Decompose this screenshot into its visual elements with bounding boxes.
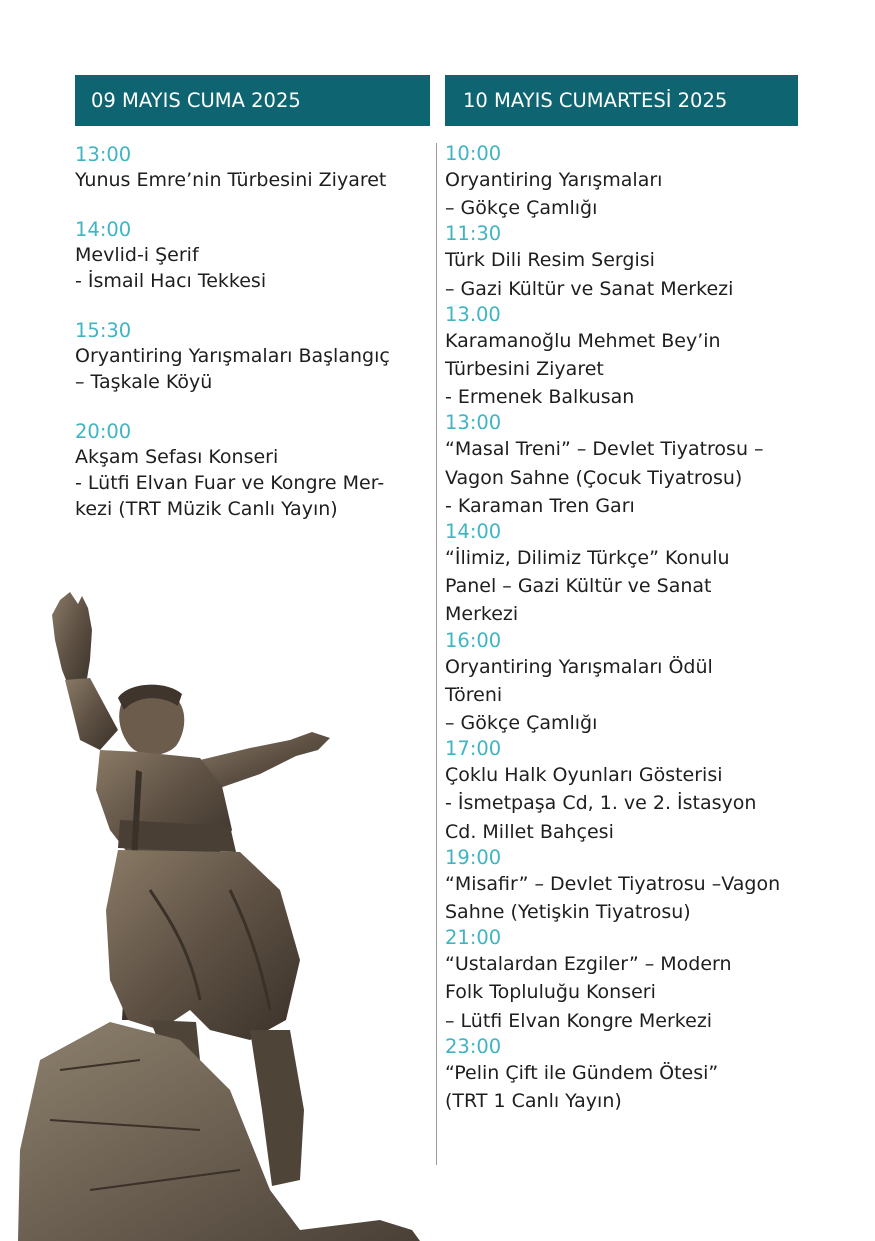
event-description-line: - Karaman Tren Garı [445, 494, 635, 517]
event-time: 13:00 [445, 411, 502, 435]
schedule-event [445, 846, 805, 926]
statue-image [0, 590, 420, 1241]
saturday-schedule [445, 142, 805, 1115]
schedule-event [75, 420, 425, 522]
event-description-line: - İsmail Hacı Tekkesi [75, 270, 267, 292]
event-description-line: “Pelin Çift ile Gündem Ötesi” [445, 1061, 719, 1084]
event-description-line: Türbesini Ziyaret [445, 358, 604, 381]
schedule-event [75, 218, 425, 294]
event-description-line: Merkezi [445, 603, 519, 626]
event-description-line: “İlimiz, Dilimiz Türkçe” Konulu [445, 547, 730, 570]
schedule-event [445, 411, 805, 520]
schedule-event [445, 303, 805, 412]
event-description-line: Oryantiring Yarışmaları Ödül [445, 655, 713, 678]
event-description-line: – Gazi Kültür ve Sanat Merkezi [445, 277, 734, 300]
event-time: 21:00 [445, 926, 502, 950]
event-description-line: Sahne (Yetişkin Tiyatrosu) [445, 901, 691, 924]
event-description-line: kezi (TRT Müzik Canlı Yayın) [75, 498, 338, 520]
schedule-event [445, 737, 805, 846]
event-description-line: Oryantiring Yarışmaları Başlangıç [75, 345, 390, 367]
day-header-saturday: 10 MAYIS CUMARTESİ 2025 [445, 75, 798, 126]
event-time: 23:00 [445, 1034, 502, 1058]
event-description-line: Cd. Millet Bahçesi [445, 820, 614, 843]
day-header-friday: 09 MAYIS CUMA 2025 [75, 75, 430, 126]
event-time: 10:00 [445, 142, 502, 165]
event-description-line: – Gökçe Çamlığı [445, 197, 598, 220]
schedule-event [445, 520, 805, 629]
event-description-line: - İsmetpaşa Cd, 1. ve 2. İstasyon [445, 792, 757, 815]
event-description-line: Akşam Sefası Konseri [75, 446, 279, 468]
event-description-line: “Ustalardan Ezgiler” – Modern [445, 953, 732, 976]
event-description-line: “Masal Treni” – Devlet Tiyatrosu – [445, 438, 764, 461]
schedule-event [445, 629, 805, 738]
event-time: 17:00 [445, 737, 502, 761]
schedule-event [75, 319, 425, 395]
event-description-line: Vagon Sahne (Çocuk Tiyatrosu) [445, 466, 743, 489]
schedule-event [445, 222, 805, 302]
event-time: 13:00 [75, 143, 132, 166]
event-time: 16:00 [445, 628, 502, 652]
event-description-line: Folk Topluluğu Konseri [445, 981, 656, 1004]
event-description-line: – Gökçe Çamlığı [445, 712, 598, 735]
event-description-line: Türk Dili Resim Sergisi [445, 249, 655, 272]
event-time: 14:00 [445, 520, 502, 544]
schedule-event [445, 142, 805, 222]
event-description-line: Panel – Gazi Kültür ve Sanat [445, 575, 712, 598]
event-description-line: Töreni [445, 683, 503, 706]
schedule-event [75, 143, 425, 193]
event-description-line: “Misafir” – Devlet Tiyatrosu –Vagon [445, 872, 781, 895]
event-description-line: Yunus Emre’nin Türbesini Ziyaret [75, 169, 387, 191]
event-description-line: Çoklu Halk Oyunları Gösterisi [445, 764, 723, 787]
event-description-line: – Lütfi Elvan Kongre Merkezi [445, 1009, 713, 1032]
event-description-line: - Lütfi Elvan Fuar ve Kongre Mer- [75, 472, 385, 494]
event-description-line: (TRT 1 Canlı Yayın) [445, 1090, 622, 1113]
event-description-line: Karamanoğlu Mehmet Bey’in [445, 329, 721, 352]
event-description-line: Mevlid-i Şerif [75, 244, 199, 266]
event-time: 13.00 [445, 302, 501, 326]
event-description-line: – Taşkale Köyü [75, 371, 213, 393]
column-divider [436, 143, 437, 1165]
event-description-line: Oryantiring Yarışmaları [445, 169, 663, 191]
event-description-line: - Ermenek Balkusan [445, 386, 635, 409]
schedule-event [445, 926, 805, 1035]
event-time: 14:00 [75, 218, 132, 241]
schedule-event [445, 1035, 805, 1115]
event-time: 19:00 [445, 845, 502, 869]
event-time: 20:00 [75, 420, 132, 443]
event-time: 11:30 [445, 222, 502, 246]
friday-schedule [75, 143, 425, 547]
event-time: 15:30 [75, 319, 132, 342]
